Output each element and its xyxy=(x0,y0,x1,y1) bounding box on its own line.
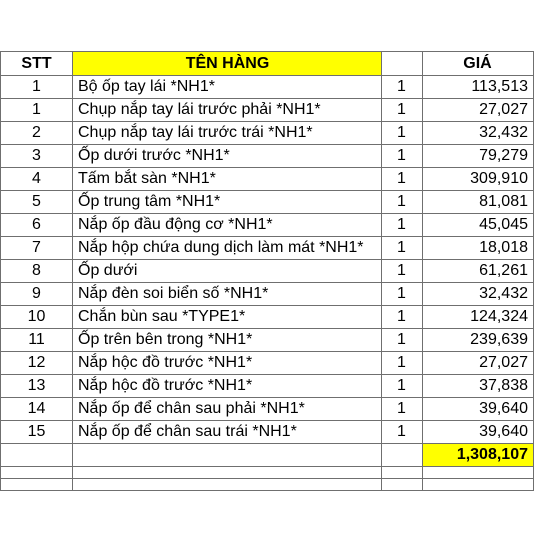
row-item-name[interactable]: Nắp ốp để chân sau phải *NH1* xyxy=(73,398,382,421)
row-price[interactable]: 124,324 xyxy=(423,306,534,329)
row-item-name[interactable]: Ốp trên bên trong *NH1* xyxy=(73,329,382,352)
total-empty-name[interactable] xyxy=(73,444,382,467)
row-quantity[interactable]: 1 xyxy=(382,398,423,421)
header-qty[interactable] xyxy=(382,52,423,76)
row-price[interactable]: 113,513 xyxy=(423,76,534,99)
row-stt[interactable]: 14 xyxy=(1,398,73,421)
row-stt[interactable]: 6 xyxy=(1,214,73,237)
row-item-name[interactable]: Nắp đèn soi biển số *NH1* xyxy=(73,283,382,306)
row-price[interactable]: 37,838 xyxy=(423,375,534,398)
row-price[interactable]: 81,081 xyxy=(423,191,534,214)
row-quantity[interactable]: 1 xyxy=(382,283,423,306)
row-stt[interactable]: 10 xyxy=(1,306,73,329)
row-quantity[interactable]: 1 xyxy=(382,421,423,444)
empty-cell[interactable] xyxy=(73,467,382,479)
row-stt[interactable]: 11 xyxy=(1,329,73,352)
row-stt[interactable]: 3 xyxy=(1,145,73,168)
row-item-name[interactable]: Bộ ốp tay lái *NH1* xyxy=(73,76,382,99)
row-price[interactable]: 32,432 xyxy=(423,283,534,306)
row-price[interactable]: 39,640 xyxy=(423,421,534,444)
row-quantity[interactable]: 1 xyxy=(382,145,423,168)
table-row xyxy=(1,122,534,145)
table-row xyxy=(1,375,534,398)
header-stt[interactable]: STT xyxy=(1,52,73,76)
table-row xyxy=(1,260,534,283)
row-stt[interactable]: 5 xyxy=(1,191,73,214)
empty-cell[interactable] xyxy=(1,479,73,491)
row-stt[interactable]: 15 xyxy=(1,421,73,444)
row-item-name[interactable]: Nắp ốp để chân sau trái *NH1* xyxy=(73,421,382,444)
row-quantity[interactable]: 1 xyxy=(382,191,423,214)
row-item-name[interactable]: Tấm bắt sàn *NH1* xyxy=(73,168,382,191)
row-quantity[interactable]: 1 xyxy=(382,260,423,283)
row-quantity[interactable]: 1 xyxy=(382,352,423,375)
row-quantity[interactable]: 1 xyxy=(382,329,423,352)
total-empty-stt[interactable] xyxy=(1,444,73,467)
row-price[interactable]: 309,910 xyxy=(423,168,534,191)
row-item-name[interactable]: Nắp hộc đồ trước *NH1* xyxy=(73,375,382,398)
total-price[interactable]: 1,308,107 xyxy=(423,444,534,467)
table-row xyxy=(1,421,534,444)
row-quantity[interactable]: 1 xyxy=(382,99,423,122)
empty-row xyxy=(1,467,534,479)
price-table xyxy=(0,51,534,491)
row-quantity[interactable]: 1 xyxy=(382,375,423,398)
header-name[interactable]: TÊN HÀNG xyxy=(73,52,382,76)
row-item-name[interactable]: Ốp dưới xyxy=(73,260,382,283)
row-stt[interactable]: 13 xyxy=(1,375,73,398)
row-price[interactable]: 39,640 xyxy=(423,398,534,421)
row-item-name[interactable]: Ốp trung tâm *NH1* xyxy=(73,191,382,214)
row-quantity[interactable]: 1 xyxy=(382,237,423,260)
row-item-name[interactable]: Chụp nắp tay lái trước trái *NH1* xyxy=(73,122,382,145)
row-price[interactable]: 18,018 xyxy=(423,237,534,260)
empty-cell[interactable] xyxy=(73,479,382,491)
header-row xyxy=(1,52,534,76)
row-item-name[interactable]: Ốp dưới trước *NH1* xyxy=(73,145,382,168)
table-row xyxy=(1,214,534,237)
table-row xyxy=(1,352,534,375)
row-quantity[interactable]: 1 xyxy=(382,122,423,145)
table-row xyxy=(1,168,534,191)
table-row xyxy=(1,145,534,168)
row-price[interactable]: 79,279 xyxy=(423,145,534,168)
total-row xyxy=(1,444,534,467)
table-row xyxy=(1,191,534,214)
header-price[interactable]: GIÁ xyxy=(423,52,534,76)
table-row xyxy=(1,283,534,306)
row-price[interactable]: 32,432 xyxy=(423,122,534,145)
row-price[interactable]: 45,045 xyxy=(423,214,534,237)
table-row xyxy=(1,398,534,421)
row-price[interactable]: 27,027 xyxy=(423,352,534,375)
total-empty-qty[interactable] xyxy=(382,444,423,467)
row-stt[interactable]: 1 xyxy=(1,76,73,99)
empty-row xyxy=(1,479,534,491)
row-stt[interactable]: 7 xyxy=(1,237,73,260)
row-quantity[interactable]: 1 xyxy=(382,76,423,99)
table-row xyxy=(1,329,534,352)
table-row xyxy=(1,306,534,329)
row-price[interactable]: 27,027 xyxy=(423,99,534,122)
empty-cell[interactable] xyxy=(382,467,423,479)
row-stt[interactable]: 12 xyxy=(1,352,73,375)
row-item-name[interactable]: Nắp ốp đầu động cơ *NH1* xyxy=(73,214,382,237)
row-quantity[interactable]: 1 xyxy=(382,168,423,191)
row-stt[interactable]: 9 xyxy=(1,283,73,306)
row-item-name[interactable]: Nắp hộp chứa dung dịch làm mát *NH1* xyxy=(73,237,382,260)
row-item-name[interactable]: Nắp hộc đồ trước *NH1* xyxy=(73,352,382,375)
row-price[interactable]: 239,639 xyxy=(423,329,534,352)
empty-cell[interactable] xyxy=(423,479,534,491)
empty-cell[interactable] xyxy=(1,467,73,479)
empty-cell[interactable] xyxy=(382,479,423,491)
table-row xyxy=(1,76,534,99)
row-stt[interactable]: 1 xyxy=(1,99,73,122)
table-row xyxy=(1,99,534,122)
row-stt[interactable]: 4 xyxy=(1,168,73,191)
row-quantity[interactable]: 1 xyxy=(382,214,423,237)
row-item-name[interactable]: Chắn bùn sau *TYPE1* xyxy=(73,306,382,329)
row-quantity[interactable]: 1 xyxy=(382,306,423,329)
row-stt[interactable]: 2 xyxy=(1,122,73,145)
row-price[interactable]: 61,261 xyxy=(423,260,534,283)
empty-cell[interactable] xyxy=(423,467,534,479)
table-row xyxy=(1,237,534,260)
row-item-name[interactable]: Chụp nắp tay lái trước phải *NH1* xyxy=(73,99,382,122)
row-stt[interactable]: 8 xyxy=(1,260,73,283)
